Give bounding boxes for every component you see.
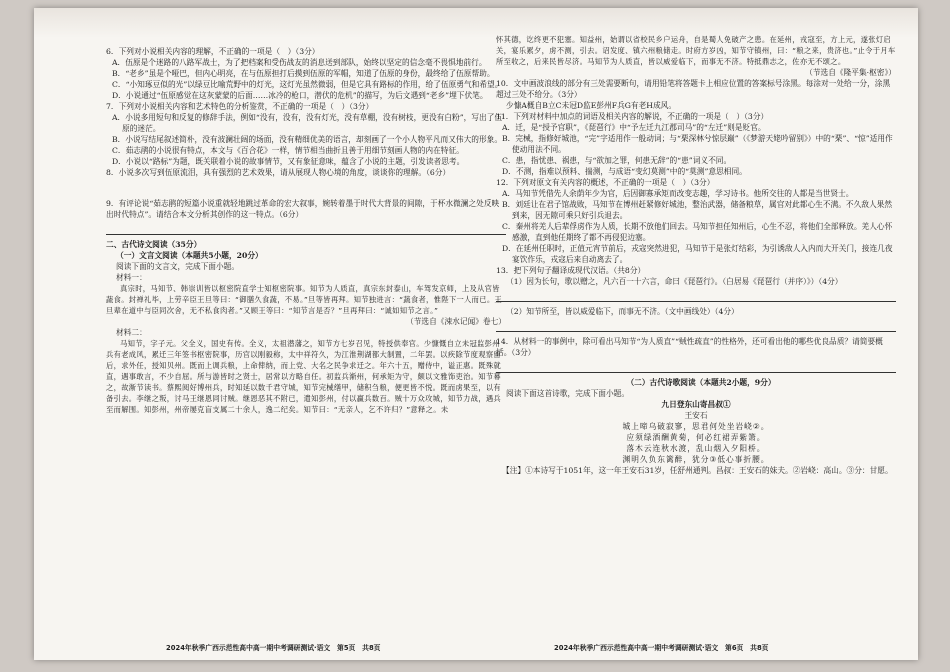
q14: 14．从材料一的事例中，除可看出马知节“为人质直”“贼性疏直”的性格外，还可看出他的哪些优良品质？请简要概括。（3分） [496,337,883,357]
poem-line: 落木云连秋水渡，乱山烟入夕阳桥。 [626,444,766,453]
poem-note: 【注】①本诗写于1051年，这一年王安石31岁，任舒州通判。昌叔：王安石的妹夫。②岩峣：高山。③分：甘愿。 [502,466,893,475]
material-2-text: 马知节，字子元。父全义，国史有传。全义，太祖潜藩之，知节方七岁召见，特授供奉官。少慷慨自立未冠监彭州兵有老成风，累迁三年签书枢密院事，历官以刚毅称，太中祥符久，为江淮荆湖都大制置，二年罢。以疾除节度观察留后，求外任，授知贝州。既而上调兵粮，上命俾纳，而上党、大名之民争求迁之。年六十五，赠侍中，谥正惠。既殊就直，遇事敢言，不少自屈。所与游皆时之贤士，居常以方略自任。初监兵渐州，何承矩为守，颇以文雅饰吏治。知节幕之，故渐节读书。蔡熙阅好博州兵，时知延以数千君守城，知节完械缮甲，储积刍粮，便更皆不悦。既而虏果至，以有备引去。李继之叛，讨马王继恩同讨贼。继恩恶其不附已，遣知彭州，付以赢兵数百。贼十万众攻城，知节力战，遇兵至而解围。知彭州，州帝屡克盲支属二十余人，逸二纪矣。知节曰：“无亲人，乞不许归？”意释之。未 [106,339,502,414]
material-2-continued: 怀其德，讫终更不犯塞。知益州，始谓以省校民乡户运舟，自是蜀人免破产之患。在延州，戎寇至，方上元，遂张灯启关，宴乐累夕，虏不测，引去。诏发度、镇六州粮储走。时府方岁凶，知节守镇州，曰：“粮之来，贵济也。”止令于月车所至收之，后来民皆尽济。马知节为人质直，皆以威爱临下，而事无不济。特抵鼎志之，佐亦无不颂之。 [496,35,896,66]
material-2-label: 材料二： [116,328,147,337]
q10: 10．文中画波浪线的部分有三处需要断句，请用铅笔将答题卡上相应位置的答案标号涂黑。每涂对一处给一分，涂黑超过三处不给分。（3分） [496,79,891,99]
q6-option-c: C．“小知琢豆似的光”以绿豆比喻荒野中的灯光，这灯光虽然微弱，但是它具有路标的作用，给了伍原勇气和希望。 [112,80,503,89]
answer-line [496,360,896,373]
q12-option-d: D．在延州任职时，正值元宵节前后，戎寇突然进犯，马知节于是张灯结彩，为引诱敌人入内而大开关门，接连几夜宴饮作乐，戎寇后来自动离去了。 [502,244,893,264]
q9: 9．有评论说“茹志鹃的短篇小说重就轻地跳过革命的宏大叙事，婉转着墨于时代大背景的间隙，于杯水微澜之处反映出时代特点”。请结合本文分析其创作的这一特点。（6分） [106,199,500,219]
q11-option-c: C．患，指忧患、祸患，与“欲加之罪，何患无辞”的“患”词义不同。 [502,156,732,165]
answer-line [496,319,896,332]
exam-sheet [34,8,918,660]
footer-page-6: 2024年秋季广西示范性高中高一期中考调研测试·语文 第6页 共8页 [554,644,769,652]
q11-option-b: B．完械，指修好城池，“完”字适用作一般动词；与“栗深林兮惊层巅”（《梦游天姥吟留别》）中的“栗”、“惊”适用作使动用法不同。 [502,134,893,154]
answer-line [106,222,506,235]
material-2-source: （节选自《隆平集·枢密》） [805,68,896,77]
material-1-label: 材料一： [116,273,147,282]
q6-option-b: B．“老乡”虽是个哑巴，但内心明亮，在与伍原担打后摸到伍原的军帽，知道了伍原的身份，最终给了伍原帮助。 [112,69,495,78]
material-1-source: （节选自《涑水记闻》卷七） [406,317,506,326]
poem-title: 九日登东山寄昌叔① [661,400,731,409]
q6-option-a: A．伍原是个迷路的八路军战士，为了把档案和受伤战友的消息送到部队，始终以坚定的信念毫不畏惧地前行。 [112,58,487,67]
q12-option-a: A．马知节凭借先人余荫年少为官，后因御寡承矩而改变志趣，学习诗书。他所交往的人都是当世贤士。 [502,189,854,198]
footer-page-5: 2024年秋季广西示范性高中高一期中考调研测试·语文 第5页 共8页 [166,644,381,652]
poem-line: 应须绿酒酬黄菊，何必红裙弄紫箫。 [626,433,766,442]
poem-instruction: 阅读下面这首诗歌，完成下面小题。 [506,389,630,398]
subsection-classical-prose: （一）文言文阅读（本题共5小题，20分） [116,251,263,260]
q13-part-1: （1）因为长句，歌以赠之，凡六百一十六言，命曰《琵琶行》。（白居易《琵琶行（并序）》）（4分） [506,277,843,286]
q11-option-a: A．迁，是“授予官职”，《琵琶行》中“予左迁九江郡司马”的“左迁”则是贬官。 [502,123,766,132]
q7-option-c: C．茹志鹃的小说很有特点，本文与《百合花》一样，情节相当曲折且善于用细节刻画人物的内在特征。 [112,146,464,155]
q7-stem: 7．下列对小说相关内容和艺术特色的分析鉴赏，不正确的一项是（ ）（3分） [106,102,374,111]
q13: 13．把下列句子翻译成现代汉语。（共8分） [496,266,646,275]
q7-option-b: B．小说写结尾叙述简朴，没有波澜壮阔的场面，没有精细优美的语言，却刻画了一个小人物平凡而又伟大的形象。 [112,135,503,144]
reading-instruction: 阅读下面的文言文，完成下面小题。 [116,262,240,271]
q6-stem: 6．下列对小说相关内容的理解，不正确的一项是（ ）（3分） [106,47,320,56]
left-page [106,46,506,415]
answer-line [496,289,896,302]
q11-stem: 11．下列对材料中加点的词语及相关内容的解说，不正确的一项是（ ）（3分） [496,112,769,121]
subsection-poetry: （二）古代诗歌阅读（本题共2小题，9分） [626,378,776,387]
q6-option-d: D．小说通过“伍原感觉在这灰蒙蒙的后面……冰冷的枪口，潜伏的危机”的描写，为后文遇到“老乡”埋下伏笔。 [112,91,488,100]
q7-option-a: A．小说多用短句和反复的修辞手法，例如“没有，没有，没有灯光，没有草棚，没有树枝，更没有白粉”，写出了伍原的迷茫。 [112,113,503,133]
q7-option-d: D．小说以“路标”为题，既关联着小说的故事情节，又有象征意味，蕴含了小说的主题，引发读者思考。 [112,157,465,166]
material-1-text: 真宗时，马知节、韩崇训皆以枢密院直学士知枢密院事。知节为人质直，真宗东封泰山，车驾发京师，上及从官皆蔬食。封禅礼毕，上劳辛臣王旦等曰：“御膳久食蔬，不易。”旦等皆再拜。知节独进言：“蔬食者，惟陛下一人而已。王旦辈在道中与臣同次舍，无不私食肉者。”又顾王等曰：“知节言是否？”旦再拜曰：“诚如知节之言。” [106,284,503,315]
poem-line: 城上啼乌破寂寥，思君何处坐岩峣②。 [622,422,770,431]
poem-line: 渊明久负东篱醉，犹分③低心事折腰。 [622,455,770,464]
q12-option-b: B．刘廷让在君子馆战败，马知节在博州赶紧修好城池，整治武器，储备粮草，属官对此都心生不满。不久敌人果然到来，因无隙可乘只好引兵退去。 [502,200,893,220]
q8: 8．小说多次写到伍原流泪，具有强烈的艺术效果，请从展现人物心境的角度，谈谈你的理解。（6分） [106,168,451,177]
q12-option-c: C．秦州将羌人后辈俘虏作为人质，长期不放他们回去。马知节担任知州后，心生不忍，将他们全部释放。羌人心怀感激，直到他任期终了都不再侵犯边塞。 [502,222,893,242]
q12-stem: 12．下列对原文有关内容的概述，不正确的一项是（ ）（3分） [496,178,715,187]
q10-sequence: 少慷A概自B立C未冠D监E彭州F兵G有老H成风。 [506,101,677,110]
q13-part-2: （2）知节所至，皆以威爱临下，而事无不济。（文中画线处）（4分） [506,307,739,316]
section-2-title: 二、古代诗文阅读（35分） [106,240,202,249]
right-page [496,34,896,476]
q11-option-d: D．不测，指难以预料、揣测，与成语“变幻莫测”中的“莫测”意思相同。 [502,167,747,176]
poem-author: 王安石 [684,411,708,420]
